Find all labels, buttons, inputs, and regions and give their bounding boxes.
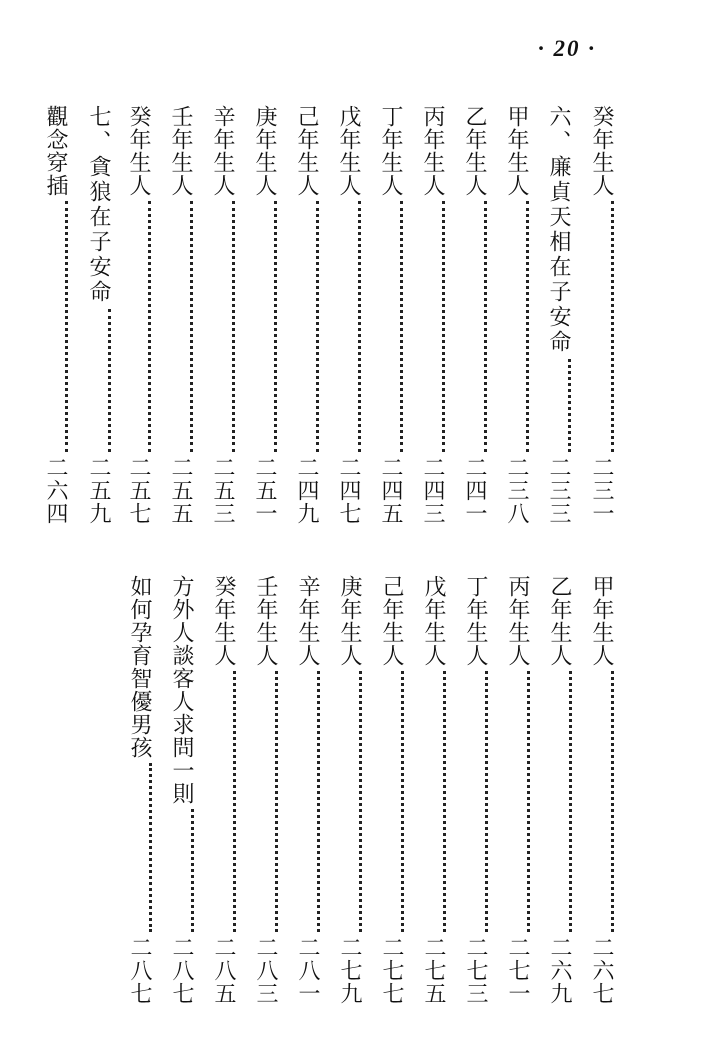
toc-entry — [252, 575, 278, 1005]
toc-entry — [294, 575, 320, 1005]
toc-entry-title: 庚年生人 — [337, 575, 362, 667]
toc-entry — [461, 105, 487, 525]
page-number: · 20 · — [538, 36, 596, 61]
toc-entry-title: 六、廉貞天相在子安命 — [546, 105, 571, 355]
toc-entry — [462, 575, 488, 1005]
toc-entry-page: 二五一 — [252, 456, 277, 525]
dot-leader — [232, 201, 235, 452]
dot-leader — [149, 763, 152, 932]
toc-entry-title: 壬年生人 — [168, 105, 193, 197]
toc-entry — [167, 105, 193, 525]
toc-entry — [168, 575, 194, 1005]
dot-leader — [443, 671, 446, 932]
toc-entry — [209, 105, 235, 525]
dot-leader — [316, 201, 319, 452]
toc-entry-page: 二七五 — [421, 936, 446, 1005]
dot-leader — [611, 201, 614, 452]
dot-leader — [190, 201, 193, 452]
toc-entry — [251, 105, 277, 525]
toc-entry-page: 二六七 — [589, 936, 614, 1005]
dot-leader — [148, 201, 151, 452]
dot-leader — [275, 671, 278, 932]
toc-entry-page: 二八一 — [295, 936, 320, 1005]
toc-entry — [335, 105, 361, 525]
dot-leader — [526, 201, 529, 452]
toc-entry-page: 二五九 — [86, 456, 111, 525]
dot-leader — [568, 359, 571, 452]
dot-leader — [400, 201, 403, 452]
toc-entry-page: 二三一 — [589, 456, 614, 525]
dot-leader — [359, 671, 362, 932]
toc-entry — [504, 575, 530, 1005]
dot-leader — [485, 671, 488, 932]
toc-entry-title: 庚年生人 — [252, 105, 277, 197]
toc-entry-title: 乙年生人 — [462, 105, 487, 197]
dot-leader — [484, 201, 487, 452]
toc-entry — [125, 105, 151, 525]
toc-entry — [420, 575, 446, 1005]
toc-entry-title: 丁年生人 — [463, 575, 488, 667]
toc-section-heading — [545, 105, 571, 525]
dot-leader — [317, 671, 320, 932]
toc-entry-title: 壬年生人 — [253, 575, 278, 667]
toc-entry-page: 二七三 — [463, 936, 488, 1005]
toc-entry — [336, 575, 362, 1005]
toc-entry-page: 二四三 — [420, 456, 445, 525]
toc-entry — [588, 105, 614, 525]
dot-leader — [233, 671, 236, 932]
toc-entry-page: 二四七 — [336, 456, 361, 525]
toc-entry-title: 乙年生人 — [547, 575, 572, 667]
toc-entry — [588, 575, 614, 1005]
toc-entry-title: 癸年生人 — [589, 105, 614, 197]
toc-entry-title: 丙年生人 — [420, 105, 445, 197]
toc-entry-title: 觀念穿插 — [43, 105, 68, 197]
toc-block-bottom — [0, 575, 713, 1005]
toc-entry-title: 甲年生人 — [504, 105, 529, 197]
toc-entry-title: 方外人談客人求問一則 — [169, 575, 194, 805]
toc-entry-title: 己年生人 — [294, 105, 319, 197]
toc-entry-page: 二六四 — [43, 456, 68, 525]
toc-entry — [42, 105, 68, 525]
toc-entry-title: 癸年生人 — [211, 575, 236, 667]
toc-entry-page: 二八三 — [253, 936, 278, 1005]
toc-section-heading — [85, 105, 111, 525]
toc-entry-page: 二七七 — [379, 936, 404, 1005]
toc-entry — [503, 105, 529, 525]
toc-entry-title: 如何孕育智優男孩 — [127, 575, 152, 759]
toc-entry-title: 七、貪狼在子安命 — [86, 105, 111, 305]
toc-entry-page: 二三八 — [504, 456, 529, 525]
toc-entry-page: 二四九 — [294, 456, 319, 525]
toc-entry-page: 二八五 — [211, 936, 236, 1005]
dot-leader — [191, 809, 194, 932]
toc-entry — [419, 105, 445, 525]
toc-entry-page: 二八七 — [127, 936, 152, 1005]
toc-entry-page: 二四五 — [378, 456, 403, 525]
toc-entry-page: 二四一 — [462, 456, 487, 525]
toc-entry-title: 丁年生人 — [378, 105, 403, 197]
toc-entry-page: 二六九 — [547, 936, 572, 1005]
toc-entry-page: 二七九 — [337, 936, 362, 1005]
toc-entry — [126, 575, 152, 1005]
toc-entry-page: 二七一 — [505, 936, 530, 1005]
toc-entry-title: 戊年生人 — [421, 575, 446, 667]
dot-leader — [65, 201, 68, 452]
toc-entry-title: 甲年生人 — [589, 575, 614, 667]
toc-entry-page: 二三三 — [546, 456, 571, 525]
toc-entry-page: 二五七 — [126, 456, 151, 525]
toc-entry — [210, 575, 236, 1005]
dot-leader — [611, 671, 614, 932]
toc-entry-page: 二五三 — [210, 456, 235, 525]
dot-leader — [274, 201, 277, 452]
toc-entry-title: 癸年生人 — [126, 105, 151, 197]
toc-block-top — [0, 105, 713, 525]
toc-entry-page: 二五五 — [168, 456, 193, 525]
toc-entry-title: 丙年生人 — [505, 575, 530, 667]
toc-entry-title: 辛年生人 — [210, 105, 235, 197]
dot-leader — [401, 671, 404, 932]
toc-entry — [377, 105, 403, 525]
dot-leader — [442, 201, 445, 452]
toc-entry — [378, 575, 404, 1005]
toc-entry — [293, 105, 319, 525]
toc-entry-title: 戊年生人 — [336, 105, 361, 197]
toc-entry-title: 己年生人 — [379, 575, 404, 667]
dot-leader — [527, 671, 530, 932]
toc-entry — [546, 575, 572, 1005]
toc-entry-page: 二八七 — [169, 936, 194, 1005]
dot-leader — [569, 671, 572, 932]
dot-leader — [358, 201, 361, 452]
dot-leader — [108, 309, 111, 452]
toc-entry-title: 辛年生人 — [295, 575, 320, 667]
